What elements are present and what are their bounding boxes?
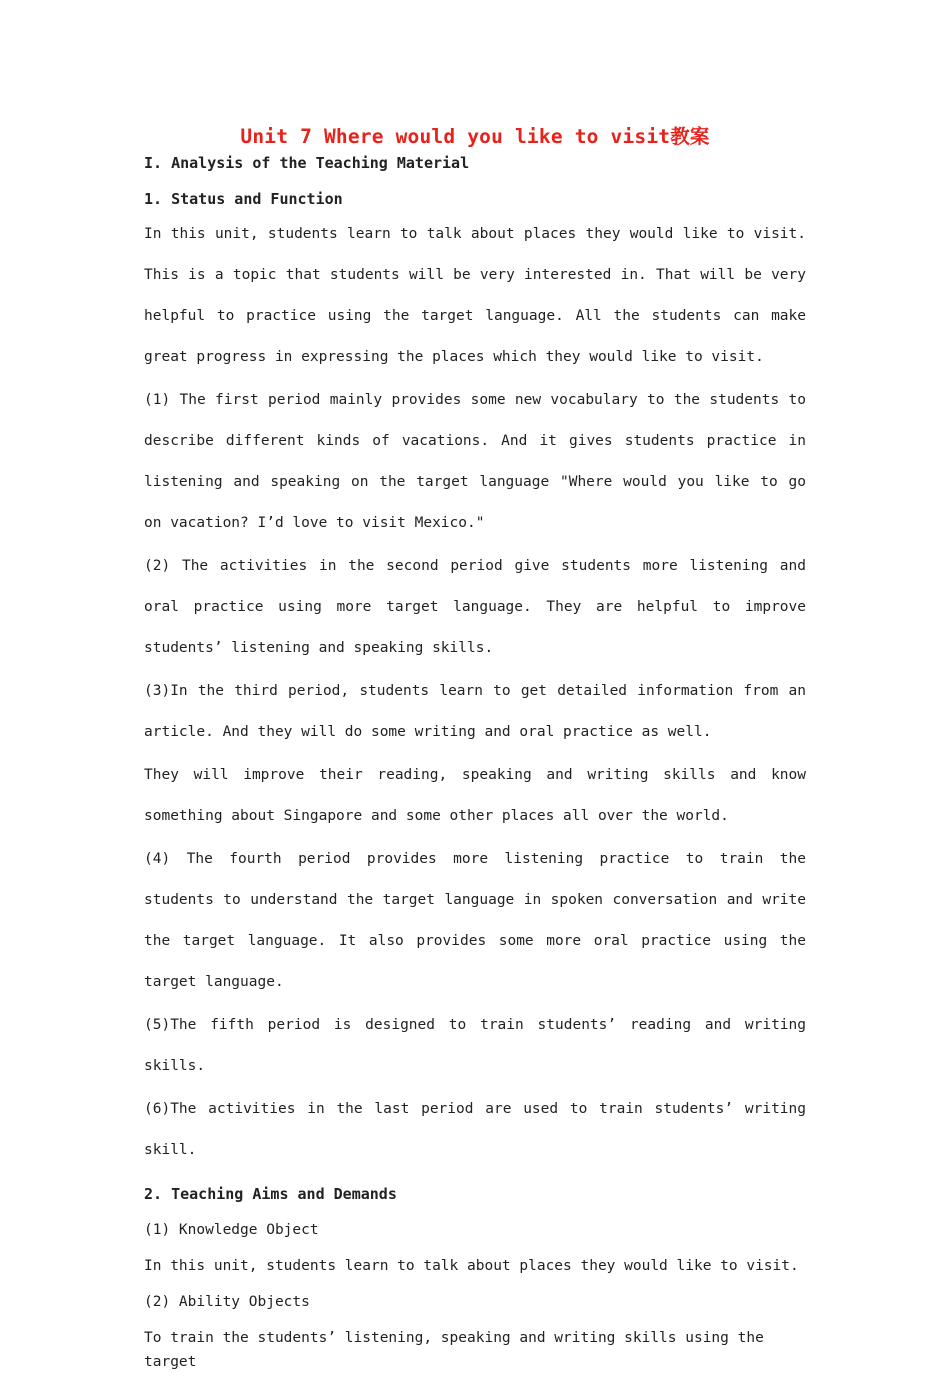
paragraph-period-3: (3)In the third period, students learn to get detailed information from an article. And they will do some writing and oral practice as well. [144,683,806,740]
document-body [144,123,806,1386]
paragraph-period-2: (2) The activities in the second period give students more listening and oral practice using more target language. They are helpful to improve students’ listening and speaking skills. [144,558,806,656]
section-heading-aims: 2. Teaching Aims and Demands [144,1185,397,1203]
paragraph-period-4: (4) The fourth period provides more listening practice to train the students to understand the target language in spoken conversation and write the target language. It also provides some more oral practice using the target language. [144,851,806,990]
paragraph-intro: In this unit, students learn to talk about places they would like to visit. This is a topic that students will be very interested in. That will be very helpful to practice using the target language. All the students can make great progress in expressing the places which they would like to visit. [144,226,806,365]
paragraph-period-6: (6)The activities in the last period are used to train students’ writing skill. [144,1101,806,1158]
paragraph-period-1: (1) The first period mainly provides some new vocabulary to the students to describe different kinds of vacations. And it gives students practice in listening and speaking on the target language "Where would you like to go on vacation? I’d love to visit Mexico." [144,392,806,531]
text-ability-objects: To train the students’ listening, speaking and writing skills using the target [144,1330,764,1370]
text-knowledge-object: In this unit, students learn to talk about places they would like to visit. [144,1258,799,1274]
document-title: Unit 7 Where would you like to visit教案 [240,125,710,148]
label-ability-objects: (2) Ability Objects [144,1294,310,1310]
label-knowledge-object: (1) Knowledge Object [144,1222,319,1238]
subheading-status-function: 1. Status and Function [144,190,343,208]
section-heading-analysis: I. Analysis of the Teaching Material [144,154,470,172]
paragraph-period-5: (5)The fifth period is designed to train students’ reading and writing skills. [144,1017,806,1074]
paragraph-period-3-continued: They will improve their reading, speaking and writing skills and know something about Singapore and some other places all over the world. [144,767,806,824]
